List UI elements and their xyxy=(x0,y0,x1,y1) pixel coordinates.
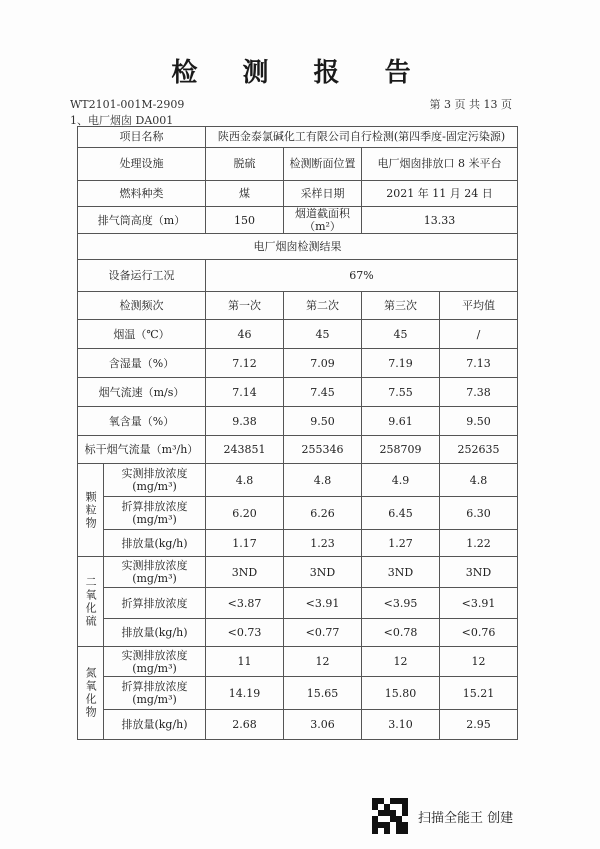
section-heading: 1、电厂烟囱 DA001 xyxy=(70,114,174,127)
cell-value: <0.73 xyxy=(206,619,284,647)
cell-value: 11 xyxy=(206,647,284,677)
cell-value: 12 xyxy=(440,647,518,677)
cell-value: 15.65 xyxy=(284,677,362,710)
cell-value: 4.8 xyxy=(284,464,362,497)
cell-value: 3ND xyxy=(440,557,518,588)
fuel-value: 煤 xyxy=(206,181,284,207)
project-value: 陕西金泰氯碱化工有限公司自行检测(第四季度-固定污染源) xyxy=(206,127,518,148)
table-row xyxy=(78,407,518,436)
cell-value: 9.61 xyxy=(362,407,440,436)
cell-value: <3.91 xyxy=(440,588,518,619)
row-label: 排放量(kg/h) xyxy=(104,530,206,557)
cell-value: 45 xyxy=(362,320,440,349)
cell-value: 12 xyxy=(362,647,440,677)
cell-value: <0.76 xyxy=(440,619,518,647)
row-label: 折算排放浓度 xyxy=(104,588,206,619)
height-label: 排气筒高度（m） xyxy=(78,207,206,234)
cell-value: 12 xyxy=(284,647,362,677)
table-row xyxy=(78,436,518,464)
group-label-so2: 二氧化硫 xyxy=(78,557,104,647)
table-row xyxy=(78,148,518,181)
cell-value: 15.21 xyxy=(440,677,518,710)
cell-value: 6.30 xyxy=(440,497,518,530)
column-header: 第一次 xyxy=(206,292,284,320)
cell-value: 7.38 xyxy=(440,378,518,407)
row-label: 标干烟气流量（m³/h） xyxy=(78,436,206,464)
cell-value: 1.27 xyxy=(362,530,440,557)
row-label: 折算排放浓度 (mg/m³) xyxy=(104,497,206,530)
cell-value: 7.19 xyxy=(362,349,440,378)
cell-value: 7.12 xyxy=(206,349,284,378)
cell-value: 2.68 xyxy=(206,710,284,740)
date-label: 采样日期 xyxy=(284,181,362,207)
table-row xyxy=(78,260,518,292)
row-label: 含湿量（%） xyxy=(78,349,206,378)
cell-value: 6.20 xyxy=(206,497,284,530)
area-label: 烟道截面积（m²） xyxy=(284,207,362,234)
table-row xyxy=(78,677,518,710)
report-title: 检 测 报 告 xyxy=(171,58,429,88)
cell-value: 4.9 xyxy=(362,464,440,497)
column-header: 第三次 xyxy=(362,292,440,320)
cell-value: 7.09 xyxy=(284,349,362,378)
condition-value: 67% xyxy=(206,260,518,292)
table-row xyxy=(78,530,518,557)
cell-value: 2.95 xyxy=(440,710,518,740)
cell-value: 3.06 xyxy=(284,710,362,740)
table-row xyxy=(78,207,518,234)
project-label: 项目名称 xyxy=(78,127,206,148)
cell-value: 3ND xyxy=(362,557,440,588)
cell-value: 3ND xyxy=(206,557,284,588)
cell-value: 1.17 xyxy=(206,530,284,557)
table-row xyxy=(78,619,518,647)
table-row xyxy=(78,349,518,378)
table-row xyxy=(78,497,518,530)
freq-label: 检测频次 xyxy=(78,292,206,320)
cell-value: <0.78 xyxy=(362,619,440,647)
facility-label: 处理设施 xyxy=(78,148,206,181)
scanner-footer xyxy=(372,798,513,834)
table-row xyxy=(78,181,518,207)
group-label-nox: 氮氧化物 xyxy=(78,647,104,740)
document-number: WT2101-001M-2909 xyxy=(70,98,185,111)
table-row xyxy=(78,292,518,320)
table-row xyxy=(78,378,518,407)
table-row xyxy=(78,234,518,260)
cell-value: 6.45 xyxy=(362,497,440,530)
row-label: 排放量(kg/h) xyxy=(104,619,206,647)
table-row xyxy=(78,588,518,619)
row-label: 氧含量（%） xyxy=(78,407,206,436)
cell-value: 7.13 xyxy=(440,349,518,378)
date-value: 2021 年 11 月 24 日 xyxy=(362,181,518,207)
table-row xyxy=(78,464,518,497)
cell-value: 7.55 xyxy=(362,378,440,407)
cell-value: 3.10 xyxy=(362,710,440,740)
section-value: 电厂烟囱排放口 8 米平台 xyxy=(362,148,518,181)
cell-value: 45 xyxy=(284,320,362,349)
column-header: 平均值 xyxy=(440,292,518,320)
table-row xyxy=(78,320,518,349)
cell-value: 7.45 xyxy=(284,378,362,407)
cell-value: 243851 xyxy=(206,436,284,464)
cell-value: 255346 xyxy=(284,436,362,464)
cell-value: <0.77 xyxy=(284,619,362,647)
table-row xyxy=(78,127,518,148)
row-label: 实测排放浓度 (mg/m³) xyxy=(104,557,206,588)
cell-value: <3.87 xyxy=(206,588,284,619)
cell-value: 1.23 xyxy=(284,530,362,557)
cell-value: 258709 xyxy=(362,436,440,464)
cell-value: 3ND xyxy=(284,557,362,588)
cell-value: / xyxy=(440,320,518,349)
cell-value: 4.8 xyxy=(440,464,518,497)
row-label: 实测排放浓度 (mg/m³) xyxy=(104,464,206,497)
scanner-text: 扫描全能王 创建 xyxy=(418,810,514,826)
row-label: 实测排放浓度 (mg/m³) xyxy=(104,647,206,677)
row-label: 折算排放浓度 (mg/m³) xyxy=(104,677,206,710)
qr-code-icon xyxy=(372,798,408,834)
page-info: 第 3 页 共 13 页 xyxy=(429,98,512,111)
cell-value: <3.91 xyxy=(284,588,362,619)
condition-label: 设备运行工况 xyxy=(78,260,206,292)
group-label-particulate: 颗粒物 xyxy=(78,464,104,557)
row-label: 排放量(kg/h) xyxy=(104,710,206,740)
cell-value: 252635 xyxy=(440,436,518,464)
cell-value: 6.26 xyxy=(284,497,362,530)
section-label: 检测断面位置 xyxy=(284,148,362,181)
cell-value: 14.19 xyxy=(206,677,284,710)
cell-value: 7.14 xyxy=(206,378,284,407)
facility-value: 脱硫 xyxy=(206,148,284,181)
table-row xyxy=(78,710,518,740)
cell-value: <3.95 xyxy=(362,588,440,619)
cell-value: 46 xyxy=(206,320,284,349)
cell-value: 15.80 xyxy=(362,677,440,710)
cell-value: 9.38 xyxy=(206,407,284,436)
column-header: 第二次 xyxy=(284,292,362,320)
results-heading: 电厂烟囱检测结果 xyxy=(78,234,518,260)
row-label: 烟温（℃） xyxy=(78,320,206,349)
fuel-label: 燃料种类 xyxy=(78,181,206,207)
cell-value: 9.50 xyxy=(440,407,518,436)
cell-value: 1.22 xyxy=(440,530,518,557)
cell-value: 4.8 xyxy=(206,464,284,497)
table-row xyxy=(78,557,518,588)
report-table xyxy=(77,126,518,740)
row-label: 烟气流速（m/s） xyxy=(78,378,206,407)
height-value: 150 xyxy=(206,207,284,234)
area-value: 13.33 xyxy=(362,207,518,234)
cell-value: 9.50 xyxy=(284,407,362,436)
table-row xyxy=(78,647,518,677)
